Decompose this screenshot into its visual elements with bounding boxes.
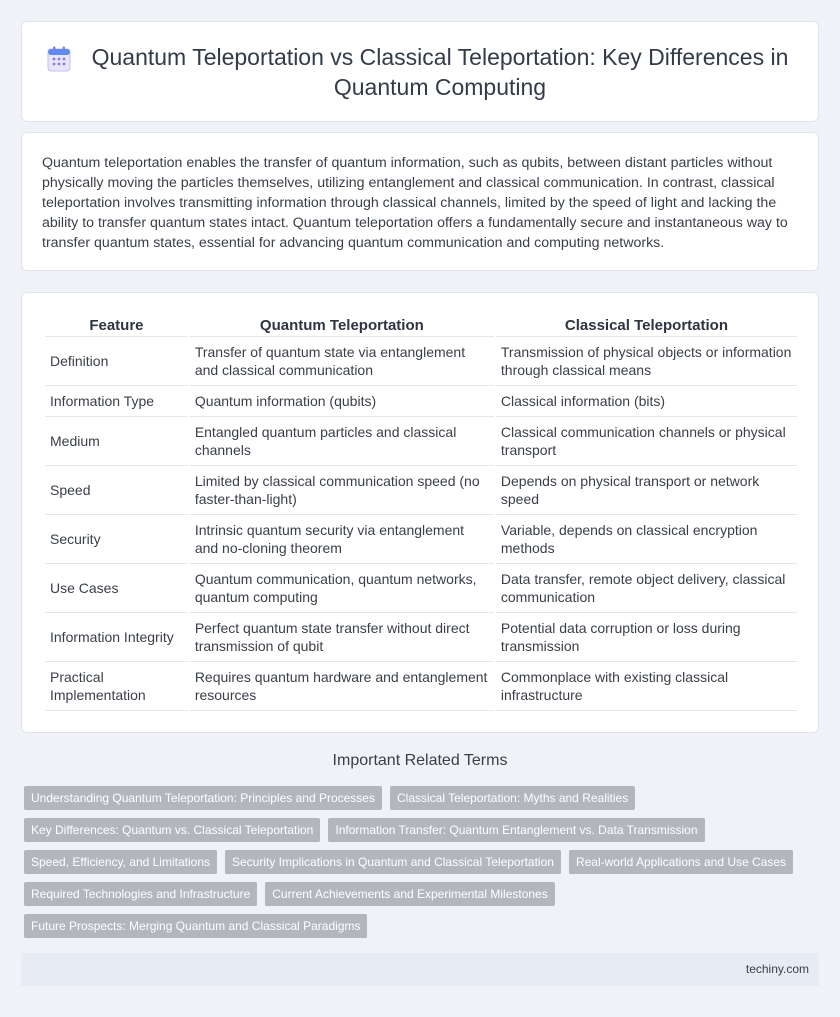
table-row (45, 662, 797, 711)
related-term-tag[interactable]: Real-world Applications and Use Cases (569, 850, 793, 874)
table-row (45, 337, 797, 386)
comparison-card (21, 292, 819, 733)
feature-cell: Practical Implementation (45, 662, 188, 711)
page-title: Quantum Teleportation vs Classical Teleportation: Key Differences in Quantum Computing (91, 43, 789, 100)
quantum-cell: Quantum information (qubits) (190, 386, 494, 417)
table-row (45, 386, 797, 417)
classical-cell: Depends on physical transport or network speed (496, 466, 797, 515)
feature-cell: Speed (45, 466, 188, 515)
quantum-cell: Transfer of quantum state via entanglement and classical communication (190, 337, 494, 386)
feature-cell: Definition (45, 337, 188, 386)
quantum-cell: Intrinsic quantum security via entanglement and no-cloning theorem (190, 515, 494, 564)
related-terms-heading: Important Related Terms (332, 752, 508, 769)
quantum-cell: Requires quantum hardware and entanglement resources (190, 662, 494, 711)
table-row (45, 417, 797, 466)
quantum-cell: Quantum communication, quantum networks, quantum computing (190, 564, 494, 613)
footer-site-link[interactable]: techiny.com (745, 962, 809, 976)
title-card (21, 21, 819, 122)
intro-paragraph: Quantum teleportation enables the transfer of quantum information, such as qubits, between distant particles without physically moving the particles themselves, utilizing entanglement and classical communication. In contrast, classical teleportation involves transmitting information through classical channels, limited by the speed of light and lacking the ability to transfer quantum states intact. Quantum teleportation offers a fundamentally secure and instantaneous way to transfer quantum states, essential for advancing quantum communication and computing networks. (42, 155, 788, 251)
related-term-tag[interactable]: Information Transfer: Quantum Entanglement vs. Data Transmission (328, 818, 704, 842)
related-term-tag[interactable]: Future Prospects: Merging Quantum and Classical Paradigms (24, 914, 367, 938)
feature-cell: Information Integrity (45, 613, 188, 662)
related-term-tag[interactable]: Classical Teleportation: Myths and Realities (390, 786, 635, 810)
header-feature: Feature (45, 312, 188, 337)
related-term-tag[interactable]: Speed, Efficiency, and Limitations (24, 850, 217, 874)
classical-cell: Commonplace with existing classical infrastructure (496, 662, 797, 711)
feature-cell: Use Cases (45, 564, 188, 613)
quantum-cell: Entangled quantum particles and classical channels (190, 417, 494, 466)
related-term-tag[interactable]: Key Differences: Quantum vs. Classical Teleportation (24, 818, 320, 842)
classical-cell: Potential data corruption or loss during transmission (496, 613, 797, 662)
table-row (45, 515, 797, 564)
classical-cell: Classical communication channels or physical transport (496, 417, 797, 466)
table-row (45, 466, 797, 515)
related-term-tag[interactable]: Understanding Quantum Teleportation: Principles and Processes (24, 786, 382, 810)
quantum-cell: Limited by classical communication speed (no faster-than-light) (190, 466, 494, 515)
header-classical: Classical Teleportation (496, 312, 797, 337)
quantum-cell: Perfect quantum state transfer without direct transmission of qubit (190, 613, 494, 662)
related-terms-list (24, 786, 814, 938)
feature-cell: Security (45, 515, 188, 564)
classical-cell: Classical information (bits) (496, 386, 797, 417)
footer (21, 953, 819, 986)
classical-cell: Variable, depends on classical encryption methods (496, 515, 797, 564)
table-row (45, 613, 797, 662)
header-quantum: Quantum Teleportation (190, 312, 494, 337)
table-header-row (45, 312, 797, 337)
comparison-table (43, 312, 799, 711)
classical-cell: Data transfer, remote object delivery, classical communication (496, 564, 797, 613)
related-term-tag[interactable]: Required Technologies and Infrastructure (24, 882, 257, 906)
feature-cell: Medium (45, 417, 188, 466)
table-row (45, 564, 797, 613)
related-term-tag[interactable]: Current Achievements and Experimental Milestones (265, 882, 554, 906)
classical-cell: Transmission of physical objects or information through classical means (496, 337, 797, 386)
intro-card (21, 132, 819, 271)
related-term-tag[interactable]: Security Implications in Quantum and Classical Teleportation (225, 850, 561, 874)
feature-cell: Information Type (45, 386, 188, 417)
